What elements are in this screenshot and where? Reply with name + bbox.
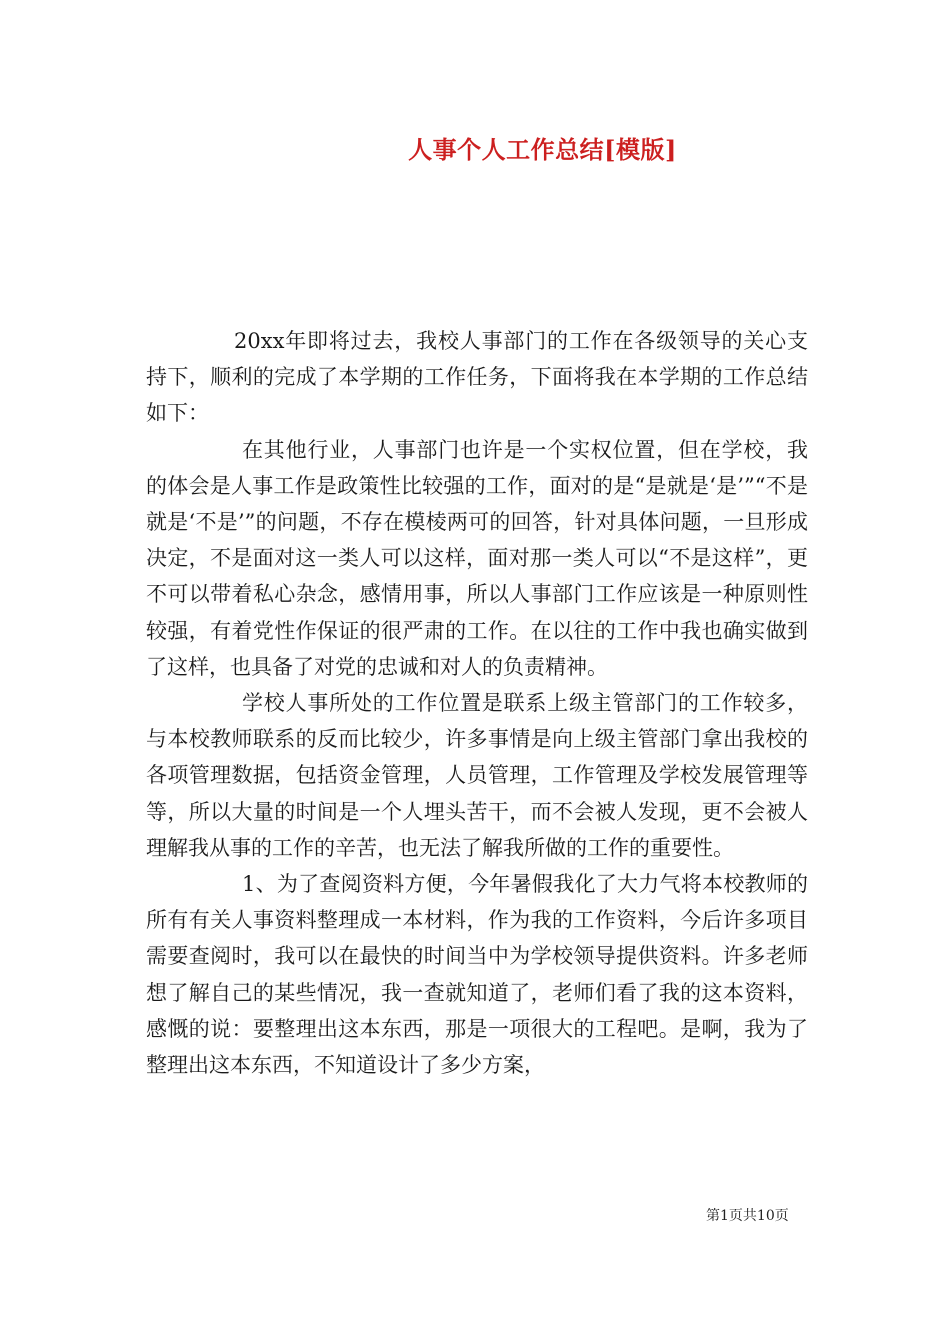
paragraph-position: 学校人事所处的工作位置是联系上级主管部门的工作较多，与本校教师联系的反而比较少，许多事情是向上级主管部门拿出我校的各项管理数据，包括资金管理，人员管理，工作管理及学校发展管理等等，所以大量的时间是一个人埋头苦干，而不会被人发现，更不会被人理解我从事的工作的辛苦，也无法了解我所做的工作的重要性。 — [146, 691, 808, 860]
document-body — [146, 323, 808, 1083]
paragraph-role: 在其他行业，人事部门也许是一个实权位置，但在学校，我的体会是人事工作是政策性比较强的工作，面对的是“是就是‘是’”“不是就是‘不是’”的问题，不存在模棱两可的回答，针对具体问题，一旦形成决定，不是面对这一类人可以这样，面对那一类人可以“不是这样”，更不可以带着私心杂念，感情用事，所以人事部门工作应该是一种原则性较强，有着党性作保证的很严肃的工作。在以往的工作中我也确实做到了这样，也具备了对党的忠诚和对人的负责精神。 — [146, 437, 808, 679]
paragraph-intro: 20xx年即将过去，我校人事部门的工作在各级领导的关心支持下，顺利的完成了本学期的工作任务，下面将我在本学期的工作总结如下： — [146, 329, 808, 426]
page-number: 第1页共10页 — [706, 1208, 789, 1224]
paragraph-item-1: 1、为了查阅资料方便，今年暑假我化了大力气将本校教师的所有有关人事资料整理成一本材料，作为我的工作资料，今后许多项目需要查阅时，我可以在最快的时间当中为学校领导提供资料。许多老师想了解自己的某些情况，我一查就知道了，老师们看了我的这本资料，感慨的说：要整理出这本东西，那是一项很大的工程吧。是啊，我为了整理出这本东西，不知道设计了多少方案， — [146, 872, 808, 1078]
document-title: 人事个人工作总结[模版] — [408, 135, 677, 164]
